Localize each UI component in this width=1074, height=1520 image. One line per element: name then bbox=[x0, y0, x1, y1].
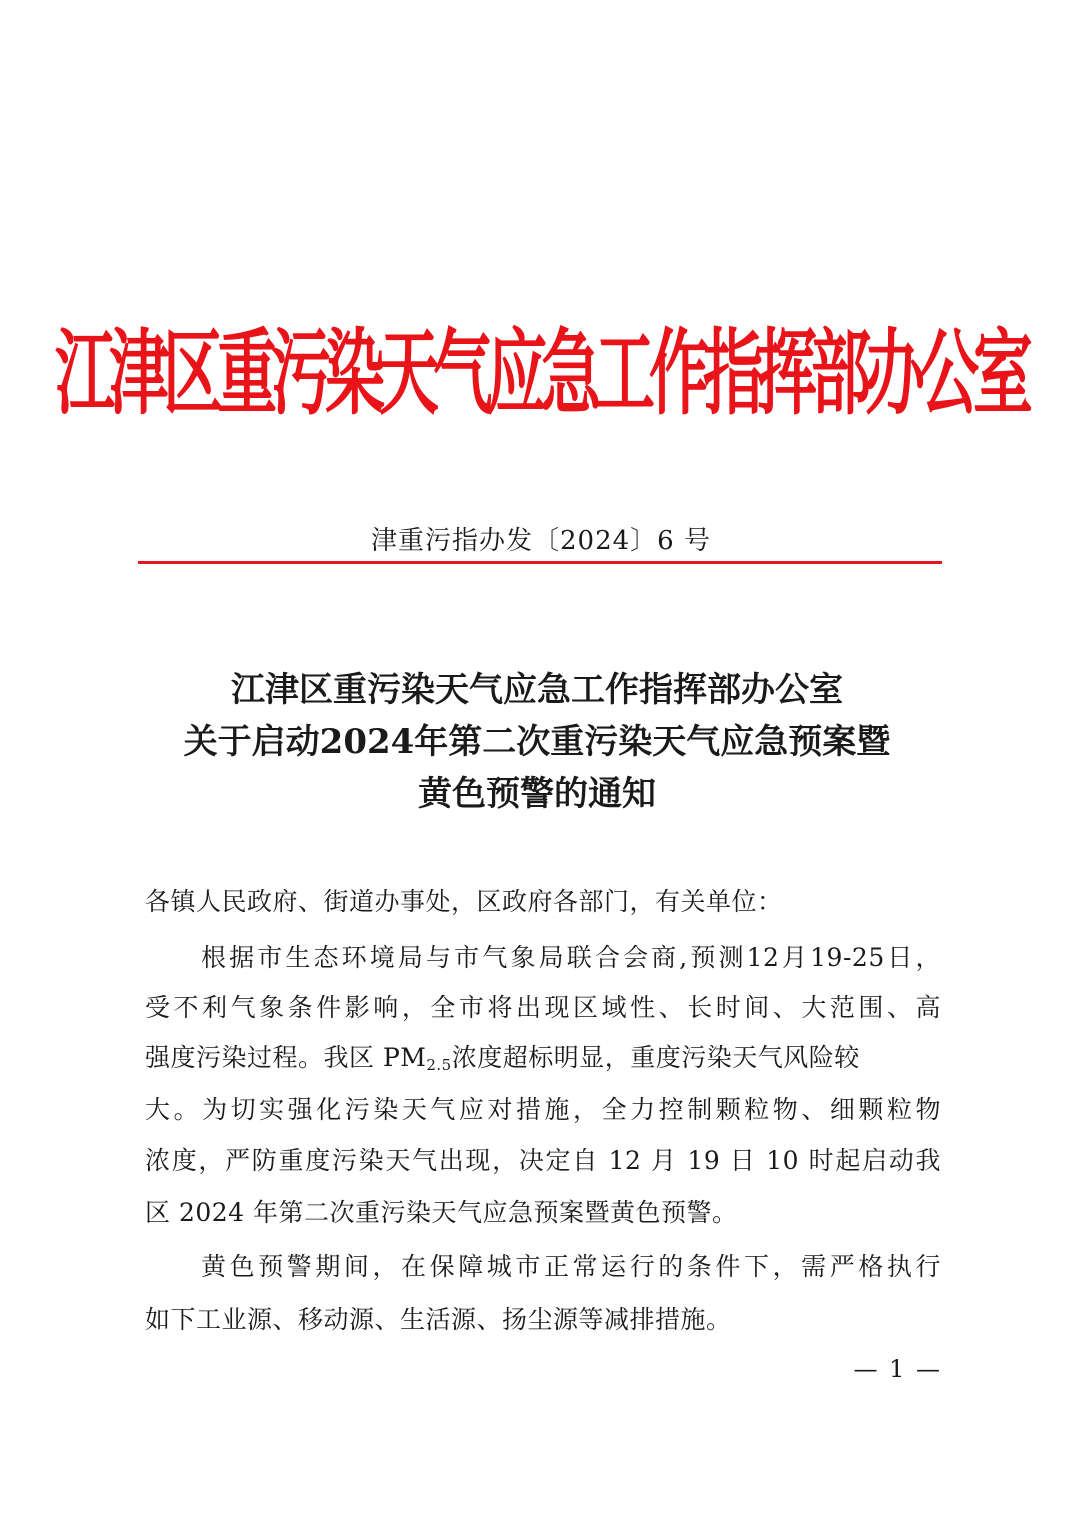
paragraph-1-line-5: 浓度，严防重度污染天气出现，决定自 12 月 19 日 10 时起启动我 bbox=[145, 1146, 941, 1175]
addressee: 各镇人民政府、街道办事处，区政府各部门，有关单位： bbox=[145, 887, 783, 916]
paragraph-1-line-4: 大。为切实强化污染天气应对措施，全力控制颗粒物、细颗粒物 bbox=[145, 1095, 941, 1124]
paragraph-1-line-1: 根据市生态环境局与市气象局联合会商,预测12月19-25日， bbox=[201, 943, 941, 972]
title-line-3: 黄色预警的通知 bbox=[418, 774, 656, 814]
pm-text: 强度污染过程。我区 PM bbox=[145, 1043, 427, 1072]
red-masthead: 江津区重污染天气应急工作指挥部办公室 bbox=[55, 320, 1027, 429]
paragraph-1-line-3-rest: 浓度超标明显，重度污染天气风险较 bbox=[451, 1043, 860, 1072]
paragraph-1-line-2: 受不利气象条件影响，全市将出现区域性、长时间、大范围、高 bbox=[145, 993, 941, 1022]
page-number: — 1 — bbox=[853, 1355, 942, 1383]
title-line-1: 江津区重污染天气应急工作指挥部办公室 bbox=[231, 670, 843, 710]
red-divider-line bbox=[138, 561, 942, 564]
paragraph-2-line-2: 如下工业源、移动源、生活源、扬尘源等减排措施。 bbox=[145, 1305, 732, 1334]
title-line-2: 关于启动2024年第二次重污染天气应急预案暨 bbox=[183, 722, 891, 762]
paragraph-1-line-3 bbox=[145, 1038, 941, 1085]
document-number: 津重污指办发〔2024〕6 号 bbox=[371, 526, 711, 556]
paragraph-2-line-1: 黄色预警期间，在保障城市正常运行的条件下，需严格执行 bbox=[201, 1252, 941, 1281]
paragraph-1-line-6: 区 2024 年第二次重污染天气应急预案暨黄色预警。 bbox=[145, 1198, 738, 1227]
pm-subscript: 2.5 bbox=[426, 1056, 452, 1074]
